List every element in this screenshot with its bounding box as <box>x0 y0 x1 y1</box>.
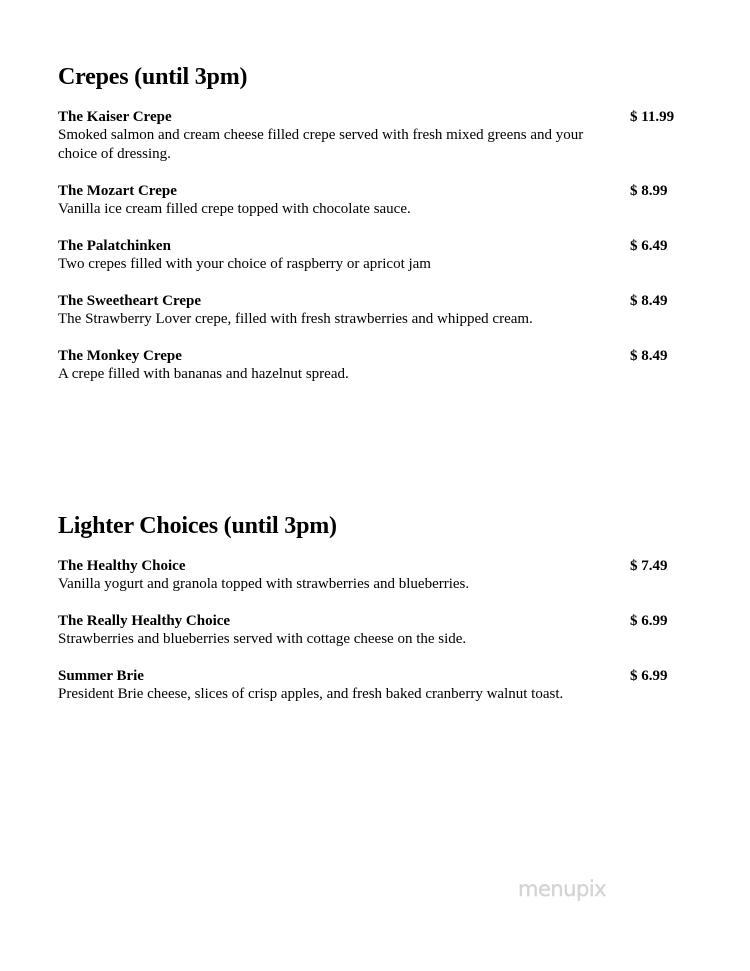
menu-item <box>58 667 688 704</box>
item-description: Two crepes filled with your choice of raspberry or apricot jam <box>58 256 431 272</box>
item-price: $ 8.99 <box>630 183 668 199</box>
menupix-watermark-logo <box>517 872 629 906</box>
item-price: $ 6.99 <box>630 668 668 684</box>
item-price: $ 11.99 <box>630 109 675 125</box>
menu-item <box>58 182 688 219</box>
item-price: $ 6.99 <box>630 613 668 629</box>
menu-item <box>58 237 688 274</box>
menu-item <box>58 557 688 594</box>
item-name: The Really Healthy Choice <box>58 613 231 629</box>
menu-item <box>58 108 688 164</box>
item-description: The Strawberry Lover crepe, filled with fresh strawberries and whipped cream. <box>58 311 533 327</box>
item-name: The Sweetheart Crepe <box>58 293 202 309</box>
section-title: Crepes (until 3pm) <box>58 64 248 90</box>
item-description: Vanilla yogurt and granola topped with strawberries and blueberries. <box>58 576 470 592</box>
item-name: The Palatchinken <box>58 238 171 254</box>
item-price: $ 8.49 <box>630 293 668 309</box>
menu-item <box>58 347 688 384</box>
item-price: $ 8.49 <box>630 348 668 364</box>
section-crepes <box>58 63 688 402</box>
item-name: The Mozart Crepe <box>58 183 177 199</box>
section-title: Lighter Choices (until 3pm) <box>58 513 337 539</box>
section-lighter-choices <box>58 512 688 722</box>
menu-item <box>58 612 688 649</box>
item-description: Vanilla ice cream filled crepe topped with chocolate sauce. <box>58 201 411 217</box>
item-description: Smoked salmon and cream cheese filled crepe served with fresh mixed greens and your choice of dressing. <box>58 127 584 162</box>
watermark-text: menupix <box>518 877 607 901</box>
menu-item-list <box>58 557 688 704</box>
menu-item <box>58 292 688 329</box>
item-name: Summer Brie <box>58 668 144 684</box>
item-name: The Monkey Crepe <box>58 348 182 364</box>
item-description: President Brie cheese, slices of crisp apples, and fresh baked cranberry walnut toast. <box>58 686 564 702</box>
item-price: $ 6.49 <box>630 238 668 254</box>
item-name: The Kaiser Crepe <box>58 109 172 125</box>
item-price: $ 7.49 <box>630 558 668 574</box>
item-name: The Healthy Choice <box>58 558 186 574</box>
item-description: A crepe filled with bananas and hazelnut spread. <box>58 366 349 382</box>
item-description: Strawberries and blueberries served with cottage cheese on the side. <box>58 631 467 647</box>
menu-item-list <box>58 108 688 384</box>
